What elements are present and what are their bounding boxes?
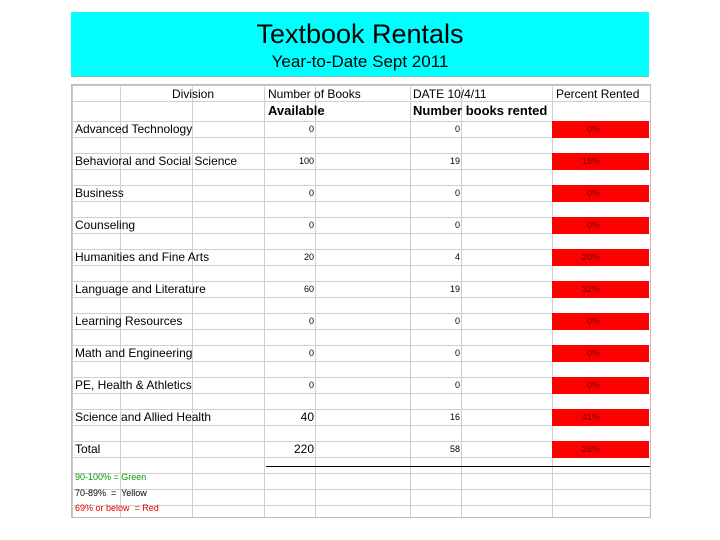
division-name: Language and Literature xyxy=(75,282,206,296)
books-available: 0 xyxy=(308,188,314,198)
division-name: Counseling xyxy=(75,218,136,232)
percent-rented: 19% xyxy=(552,153,649,170)
legend-yellow: 70-89% = Yellow xyxy=(75,488,147,498)
percent-rented: 0% xyxy=(552,121,649,138)
books-rented: 0 xyxy=(454,188,460,198)
books-available: 20 xyxy=(303,252,314,262)
books-rented: 0 xyxy=(454,316,460,326)
percent-rented: 0% xyxy=(552,377,649,394)
division-name: Math and Engineering xyxy=(75,346,193,360)
books-available: 0 xyxy=(308,348,314,358)
division-name: Science and Allied Health xyxy=(75,410,212,424)
title-banner xyxy=(71,12,649,77)
books-available: 0 xyxy=(308,316,314,326)
table-row xyxy=(72,185,650,201)
percent-rented: 32% xyxy=(552,281,649,298)
spreadsheet xyxy=(71,84,651,518)
books-available: 40 xyxy=(300,410,314,424)
total-books-rented: 58 xyxy=(449,444,460,454)
books-rented: 0 xyxy=(454,220,460,230)
books-available: 100 xyxy=(298,156,314,166)
books-rented: 19 xyxy=(449,156,460,166)
total-books-available: 220 xyxy=(293,442,314,456)
header-date: DATE 10/4/11 xyxy=(413,87,487,101)
books-rented: 0 xyxy=(454,348,460,358)
division-name: Learning Resources xyxy=(75,314,183,328)
books-available: 0 xyxy=(308,124,314,134)
books-rented: 4 xyxy=(454,252,460,262)
header-books: Number of Books xyxy=(268,87,361,101)
division-name: Humanities and Fine Arts xyxy=(75,250,210,264)
table-row xyxy=(72,313,650,329)
division-name: Business xyxy=(75,186,124,200)
percent-rented: 0% xyxy=(552,313,649,330)
legend-red: 69% or below = Red xyxy=(75,503,159,513)
percent-rented: 0% xyxy=(552,185,649,202)
percent-rented: 41% xyxy=(552,409,649,426)
percent-rented: 0% xyxy=(552,217,649,234)
percent-rented: 0% xyxy=(552,345,649,362)
total-label: Total xyxy=(75,442,101,456)
books-rented: 16 xyxy=(449,412,460,422)
page-title: Textbook Rentals xyxy=(256,19,464,49)
books-rented: 19 xyxy=(449,284,460,294)
legend-green: 90-100% = Green xyxy=(75,472,147,482)
books-available: 0 xyxy=(308,380,314,390)
percent-rented: 20% xyxy=(552,249,649,266)
header-books-rented: Number books rented xyxy=(413,103,548,118)
table-row xyxy=(72,153,650,169)
table-row xyxy=(72,377,650,393)
header-percent: Percent Rented xyxy=(556,87,640,101)
table-row xyxy=(72,409,650,425)
books-rented: 0 xyxy=(454,124,460,134)
table-row xyxy=(72,281,650,297)
table-row xyxy=(72,121,650,137)
table-row-total xyxy=(72,441,650,457)
books-rented: 0 xyxy=(454,380,460,390)
total-underline xyxy=(266,466,650,467)
total-percent-rented: 26% xyxy=(552,441,649,458)
table-row xyxy=(72,345,650,361)
books-available: 60 xyxy=(303,284,314,294)
header-division: Division xyxy=(172,87,215,101)
table-row xyxy=(72,217,650,233)
table-row xyxy=(72,249,650,265)
books-available: 0 xyxy=(308,220,314,230)
header-books-available: Available xyxy=(268,103,325,118)
division-name: PE, Health & Athletics xyxy=(75,378,192,392)
division-name: Behavioral and Social Science xyxy=(75,154,238,168)
division-name: Advanced Technology xyxy=(75,122,193,136)
page-subtitle: Year-to-Date Sept 2011 xyxy=(271,52,449,71)
